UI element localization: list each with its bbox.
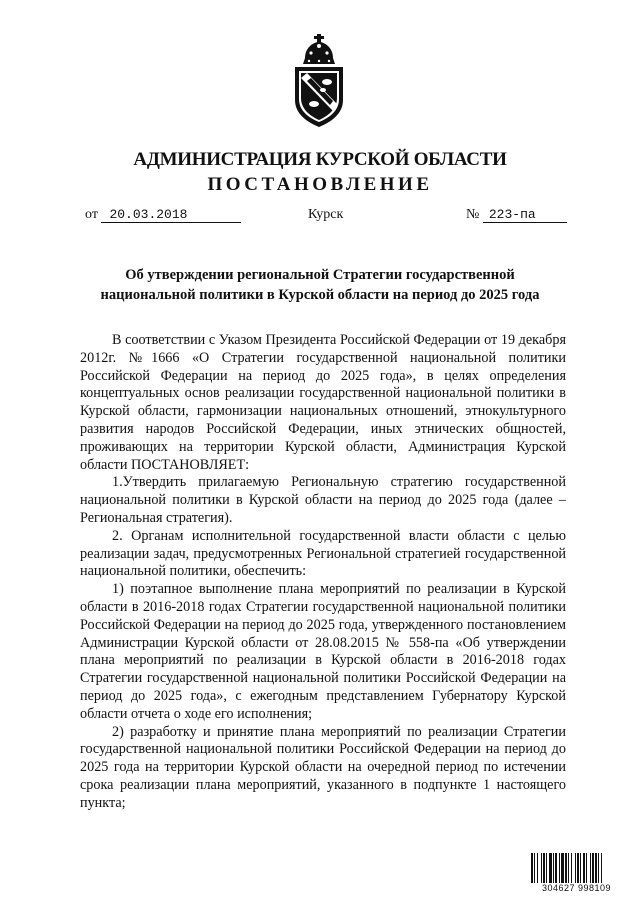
barcode-bar bbox=[575, 853, 576, 883]
paragraph-subitem-1: 1) поэтапное выполнение плана мероприятий по реализации в Курской области в 2016-2018 годах Стратегии государственной национальной политики Российской Федерации на период до 2025 года, утвержденного постановлением Администрации Курской области от 28.08.2015 № 558-па «Об утверждении плана мероприятий по реализации в Курской области в 2016-2018 годах Стратегии государственной национальной политики Российской Федерации на период до 2025 года», с ежегодным представлением Губернатору Курской области отчета о ходе его исполнения; bbox=[80, 581, 566, 722]
barcode-bar bbox=[531, 853, 533, 883]
coat-of-arms-emblem bbox=[287, 34, 351, 128]
barcode-bar bbox=[565, 853, 567, 883]
paragraph-item-1: 1.Утвердить прилагаемую Региональную стратегию государственной национальной политики в Курской области на период до 2025 года (далее – Региональная стратегия). bbox=[80, 474, 566, 526]
organization-heading: АДМИНИСТРАЦИЯ КУРСКОЙ ОБЛАСТИ bbox=[133, 149, 507, 170]
barcode-bar bbox=[586, 853, 587, 883]
date-value: 20.03.2018 bbox=[101, 208, 241, 223]
barcode-bar bbox=[537, 853, 538, 883]
barcode-bar bbox=[541, 853, 542, 883]
barcode-bar bbox=[534, 853, 535, 883]
document-date bbox=[85, 207, 241, 223]
city-label: Курск bbox=[308, 207, 344, 222]
number-sign: № bbox=[466, 207, 480, 222]
paragraph-preamble: В соответствии с Указом Президента Российской Федерации от 19 декабря 2012г. №1666 «О Стратегии государственной национальной политики Российской Федерации на период до 2025 года», в целях определения концептуальных основ реализации государственной национальной политики в Курской области, гармонизации национальных отношений, этнокультурного развития народов Российской Федерации, иных этнических общностей, проживающих на территории Курской области, Администрация Курской области ПОСТАНОВЛЯЕТ: bbox=[80, 332, 566, 473]
barcode-bar bbox=[577, 853, 579, 883]
date-prefix: от bbox=[85, 207, 98, 222]
barcode-number: 304627 998109 bbox=[541, 883, 612, 893]
barcode-bar bbox=[553, 853, 554, 883]
paragraph-subitem-2: 2) разработку и принятие плана мероприятий по реализации Стратегии государственной национальной политики Российской Федерации на период до 2025 года на территории Курской области на очередной период по истечении срока реализации плана мероприятий, указанного в подпункте 1 настоящего пункта; bbox=[80, 723, 566, 811]
barcode-bar bbox=[592, 853, 594, 883]
barcode-bar bbox=[559, 853, 560, 883]
barcode-bars bbox=[531, 853, 622, 883]
barcode-bar bbox=[555, 853, 557, 883]
barcode bbox=[531, 853, 622, 895]
barcode-bar bbox=[583, 853, 585, 883]
title-line-1: Об утверждении региональной Стратегии государственной bbox=[125, 267, 515, 283]
barcode-bar bbox=[561, 853, 564, 883]
barcode-bar bbox=[590, 853, 591, 883]
barcode-bar bbox=[546, 853, 547, 883]
barcode-bar bbox=[598, 853, 599, 883]
barcode-bar bbox=[543, 853, 545, 883]
paragraph-item-2: 2. Органам исполнительной государственной власти области с целью реализации задач, предусмотренных Региональной стратегией государственной национальной политики, обеспечить: bbox=[80, 527, 566, 580]
document-title bbox=[62, 265, 578, 305]
barcode-bar bbox=[571, 853, 572, 883]
barcode-bar bbox=[595, 853, 597, 883]
barcode-bar bbox=[549, 853, 552, 883]
number-value: 223-па bbox=[483, 208, 567, 223]
document-body bbox=[80, 332, 566, 813]
barcode-bar bbox=[568, 853, 569, 883]
title-line-2: национальной политики в Курской области на период до 2025 года bbox=[100, 287, 540, 303]
document-number bbox=[466, 207, 567, 223]
barcode-bar bbox=[601, 853, 602, 883]
document-type-heading: ПОСТАНОВЛЕНИЕ bbox=[207, 174, 433, 195]
barcode-bar bbox=[580, 853, 581, 883]
